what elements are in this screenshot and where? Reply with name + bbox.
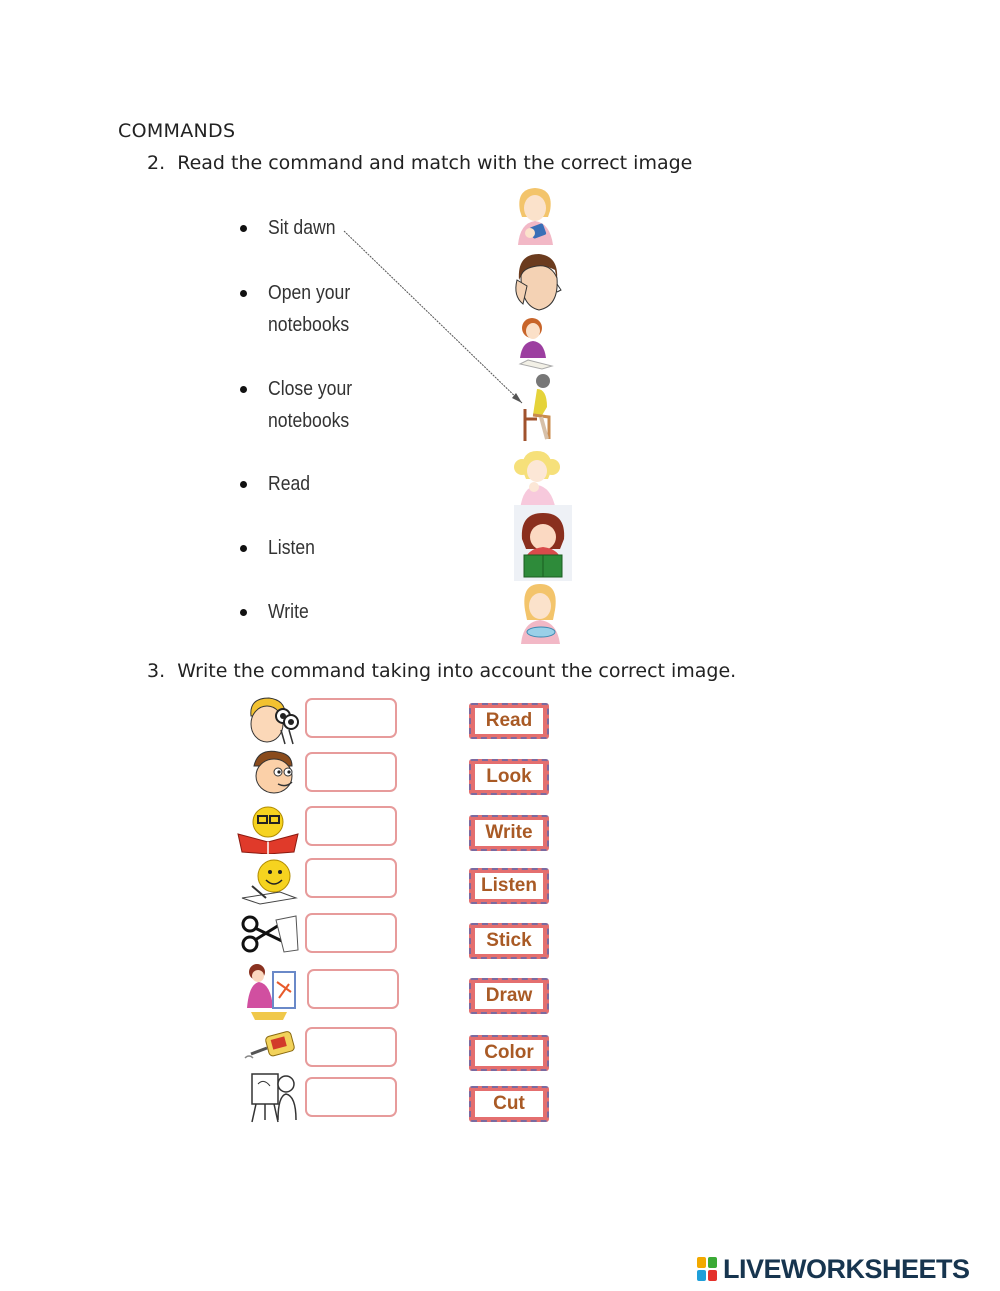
command-label: Sit dawn xyxy=(268,217,336,239)
bullet-icon xyxy=(240,225,247,232)
command-label: Read xyxy=(268,473,311,495)
girl-eating-icon[interactable] xyxy=(513,580,567,646)
bullet-icon xyxy=(240,545,247,552)
answer-box-8[interactable] xyxy=(305,1077,397,1117)
smiley-writing-icon[interactable] xyxy=(240,856,300,906)
word-card-label: Draw xyxy=(475,983,543,1009)
word-card-write[interactable] xyxy=(469,815,549,851)
word-card-look[interactable] xyxy=(469,759,549,795)
answer-box-3[interactable] xyxy=(305,806,397,846)
boy-listening-icon[interactable] xyxy=(511,250,563,314)
person-sitting-icon[interactable] xyxy=(517,373,557,443)
answer-box-5[interactable] xyxy=(305,913,397,953)
word-card-label: Cut xyxy=(475,1091,543,1117)
word-card-read[interactable] xyxy=(469,703,549,739)
answer-box-6[interactable] xyxy=(307,969,399,1009)
command-label: Write xyxy=(268,601,309,623)
worksheet-title: COMMANDS xyxy=(118,120,236,142)
section-3-instruction xyxy=(147,660,736,682)
girl-reading-icon[interactable] xyxy=(514,505,572,581)
glue-bottle-icon[interactable] xyxy=(243,1028,299,1064)
word-card-cut[interactable] xyxy=(469,1086,549,1122)
liveworksheets-logo-icon xyxy=(697,1257,719,1283)
section-3-text: Write the command taking into account the correct image. xyxy=(177,660,737,682)
answer-box-2[interactable] xyxy=(305,752,397,792)
girl-thinking-icon[interactable] xyxy=(512,447,562,513)
bullet-icon xyxy=(240,386,247,393)
word-card-draw[interactable] xyxy=(469,978,549,1014)
girl-drinking-icon[interactable] xyxy=(508,183,562,247)
section-2-instruction xyxy=(147,152,692,174)
boy-with-binoculars-icon[interactable] xyxy=(245,696,299,746)
command-label: Open your xyxy=(268,282,351,304)
bullet-icon xyxy=(240,290,247,297)
section-2-text: Read the command and match with the correct image xyxy=(177,152,693,174)
liveworksheets-logo-text: LIVEWORKSHEETS xyxy=(723,1254,970,1284)
match-line xyxy=(340,225,530,415)
word-card-label: Read xyxy=(475,708,543,734)
girl-painting-icon[interactable] xyxy=(243,962,301,1024)
command-label: Close your xyxy=(268,378,353,400)
scissors-cutting-icon[interactable] xyxy=(240,912,300,956)
word-card-listen[interactable] xyxy=(469,868,549,904)
command-label: Listen xyxy=(268,537,315,559)
boy-looking-icon[interactable] xyxy=(248,748,300,798)
answer-box-7[interactable] xyxy=(305,1027,397,1067)
word-card-color[interactable] xyxy=(469,1035,549,1071)
command-label-line-2: notebooks xyxy=(268,410,350,432)
answer-box-4[interactable] xyxy=(305,858,397,898)
bullet-icon xyxy=(240,481,247,488)
word-card-label: Color xyxy=(475,1040,543,1066)
word-card-label: Stick xyxy=(475,928,543,954)
word-card-label: Look xyxy=(475,764,543,790)
answer-box-1[interactable] xyxy=(305,698,397,738)
child-drawing-easel-icon[interactable] xyxy=(248,1070,298,1124)
word-card-label: Listen xyxy=(475,873,543,899)
word-card-stick[interactable] xyxy=(469,923,549,959)
command-label-line-2: notebooks xyxy=(268,314,350,336)
section-2-number: 2. xyxy=(147,152,166,174)
girl-writing-icon[interactable] xyxy=(514,314,554,370)
smiley-reading-book-icon[interactable] xyxy=(236,804,300,854)
bullet-icon xyxy=(240,609,247,616)
liveworksheets-logo[interactable] xyxy=(697,1254,970,1285)
section-3-number: 3. xyxy=(147,660,166,682)
word-card-label: Write xyxy=(475,820,543,846)
